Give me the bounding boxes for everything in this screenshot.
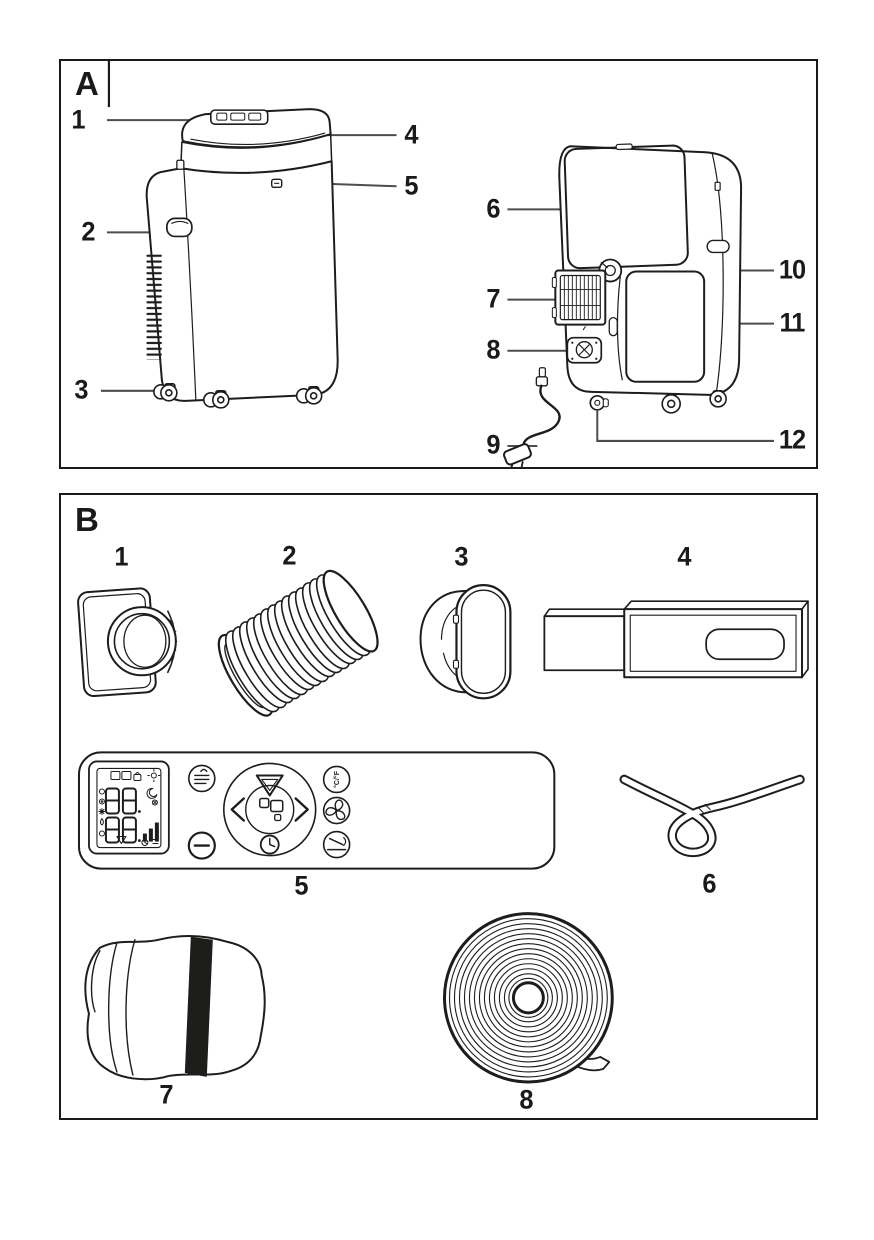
air-filter	[552, 271, 605, 325]
panel-b	[59, 493, 818, 1120]
callout-3: 3	[74, 374, 88, 405]
callout-1: 1	[71, 104, 85, 135]
item-8-label: 8	[519, 1084, 533, 1115]
remote-control-icon	[79, 752, 554, 868]
sealing-tape-roll-icon	[444, 914, 612, 1082]
power-indicator-button	[272, 179, 282, 187]
item-7-label: 7	[159, 1079, 173, 1110]
item-4-label: 4	[677, 541, 691, 572]
exhaust-hose-icon	[209, 564, 387, 723]
callout-8: 8	[486, 334, 500, 365]
callout-11: 11	[779, 307, 805, 338]
remote-display	[89, 761, 169, 853]
window-slider-kit-icon	[544, 601, 808, 677]
item-6-label: 6	[702, 868, 716, 899]
item-3-label: 3	[454, 541, 468, 572]
callout-12: 12	[778, 424, 806, 455]
callout-4: 4	[404, 119, 418, 150]
callout-7: 7	[486, 283, 500, 314]
panel-a-drawing	[61, 61, 816, 467]
temp-unit-label: °C/°F	[334, 771, 342, 788]
hose-flange-adapter-icon	[77, 588, 176, 697]
callout-6: 6	[486, 193, 500, 224]
item-2-label: 2	[282, 540, 296, 571]
side-vent-grille	[146, 251, 163, 359]
callout-2: 2	[81, 216, 95, 247]
storage-bag-icon	[85, 936, 264, 1079]
air-conditioner-front-view	[146, 109, 338, 408]
callout-9: 9	[486, 429, 500, 460]
drain-plug	[590, 396, 608, 410]
rear-latch	[715, 182, 720, 190]
side-latch	[177, 160, 184, 169]
panel-b-drawing	[61, 495, 816, 1118]
callout-10: 10	[778, 254, 806, 285]
panel-b-label: B	[75, 501, 98, 538]
item-1-label: 1	[114, 541, 128, 572]
air-conditioner-rear-view	[500, 142, 741, 467]
item-5-label: 5	[294, 870, 308, 901]
window-outlet-adapter-icon	[421, 585, 511, 698]
carry-handle	[167, 218, 192, 236]
panel-a	[59, 59, 818, 469]
callout-5: 5	[404, 170, 418, 201]
drain-hose-icon	[624, 779, 800, 852]
control-panel	[211, 110, 268, 124]
panel-a-label: A	[75, 65, 98, 102]
power-cord	[500, 368, 560, 467]
rear-handle-recess	[707, 240, 729, 252]
